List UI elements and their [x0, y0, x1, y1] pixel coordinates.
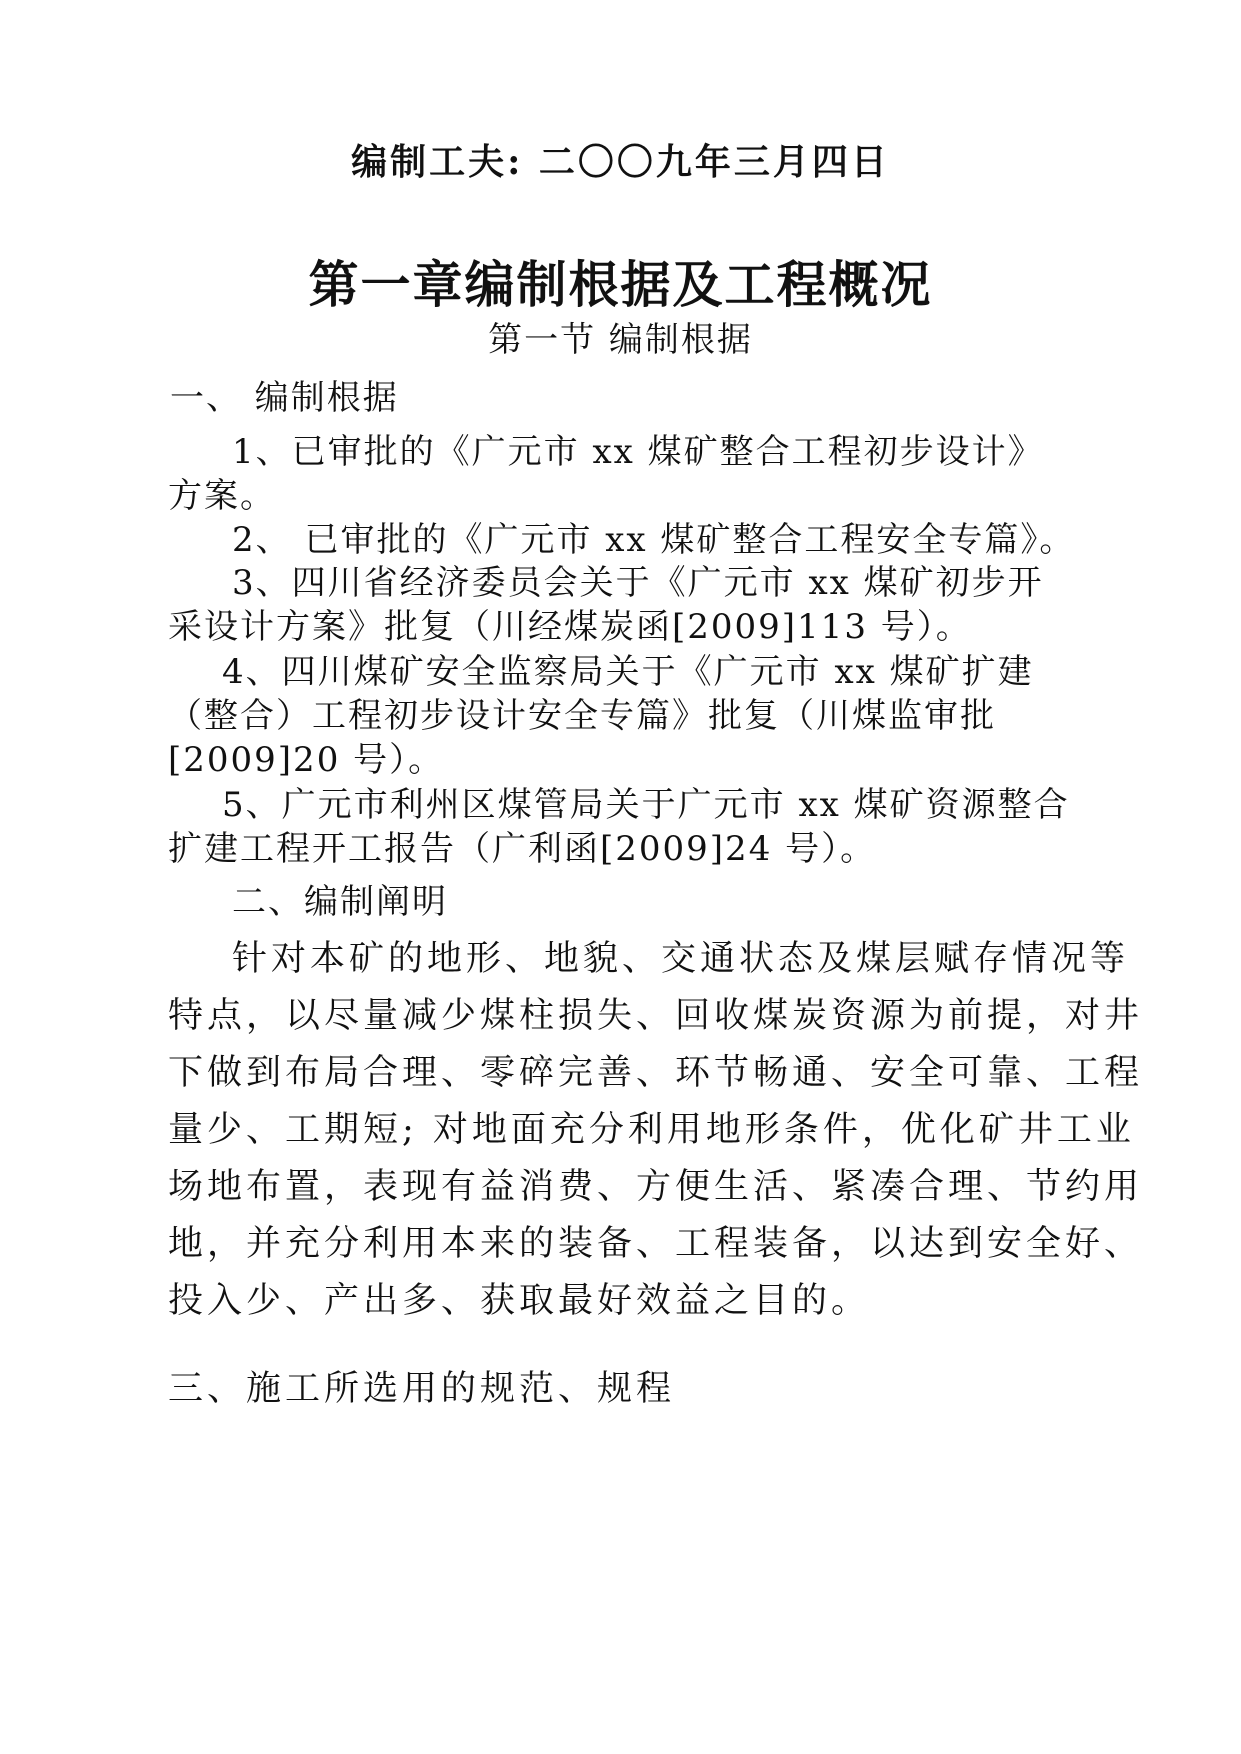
paragraph-line: 场地布置，表现有益消费、方便生活、紧凑合理、节约用	[168, 1167, 1144, 1207]
part3-heading: 三、施工所选用的规范、规程	[168, 1369, 676, 1409]
paragraph-line: 特点，以尽量减少煤柱损失、回收煤炭资源为前提，对井	[168, 996, 1144, 1036]
list-item-line: 扩建工程开工报告（广利函[2009]24 号）。	[168, 829, 877, 869]
list-item-line: 3、四川省经济委员会关于《广元市 xx 煤矿初步开	[232, 563, 1044, 603]
list-item-line: 2、 已审批的《广元市 xx 煤矿整合工程安全专篇》。	[232, 520, 1076, 560]
part1-heading: 一、 编制根据	[170, 378, 399, 418]
list-item-line: 采设计方案》批复（川经煤炭函[2009]113 号）。	[168, 607, 972, 647]
part2-heading: 二、编制阐明	[232, 882, 448, 922]
list-item-line: [2009]20 号）。	[168, 740, 445, 780]
list-item-line: 1、已审批的《广元市 xx 煤矿整合工程初步设计》	[232, 432, 1044, 472]
compile-date: 编制工夫: 二〇〇九年三月四日	[351, 141, 890, 183]
paragraph-line: 投入少、产出多、获取最好效益之目的。	[168, 1281, 871, 1321]
paragraph-line: 地，并充分利用本来的装备、工程装备，以达到安全好、	[168, 1224, 1144, 1264]
paragraph-line: 针对本矿的地形、地貌、交通状态及煤层赋存情况等	[232, 939, 1130, 979]
list-item-line: 方案。	[168, 476, 276, 516]
list-item-line: （整合）工程初步设计安全专篇》批复（川煤监审批	[168, 696, 996, 736]
section-title: 第一节 编制根据	[488, 320, 753, 360]
paragraph-line: 下做到布局合理、零碎完善、环节畅通、安全可靠、工程	[168, 1053, 1144, 1093]
list-item-line: 5、广元市利州区煤管局关于广元市 xx 煤矿资源整合	[222, 785, 1070, 825]
chapter-title: 第一章编制根据及工程概况	[308, 255, 933, 314]
paragraph-line: 量少、工期短; 对地面充分利用地形条件，优化矿井工业	[168, 1110, 1135, 1150]
list-item-line: 4、四川煤矿安全监察局关于《广元市 xx 煤矿扩建	[222, 652, 1034, 692]
